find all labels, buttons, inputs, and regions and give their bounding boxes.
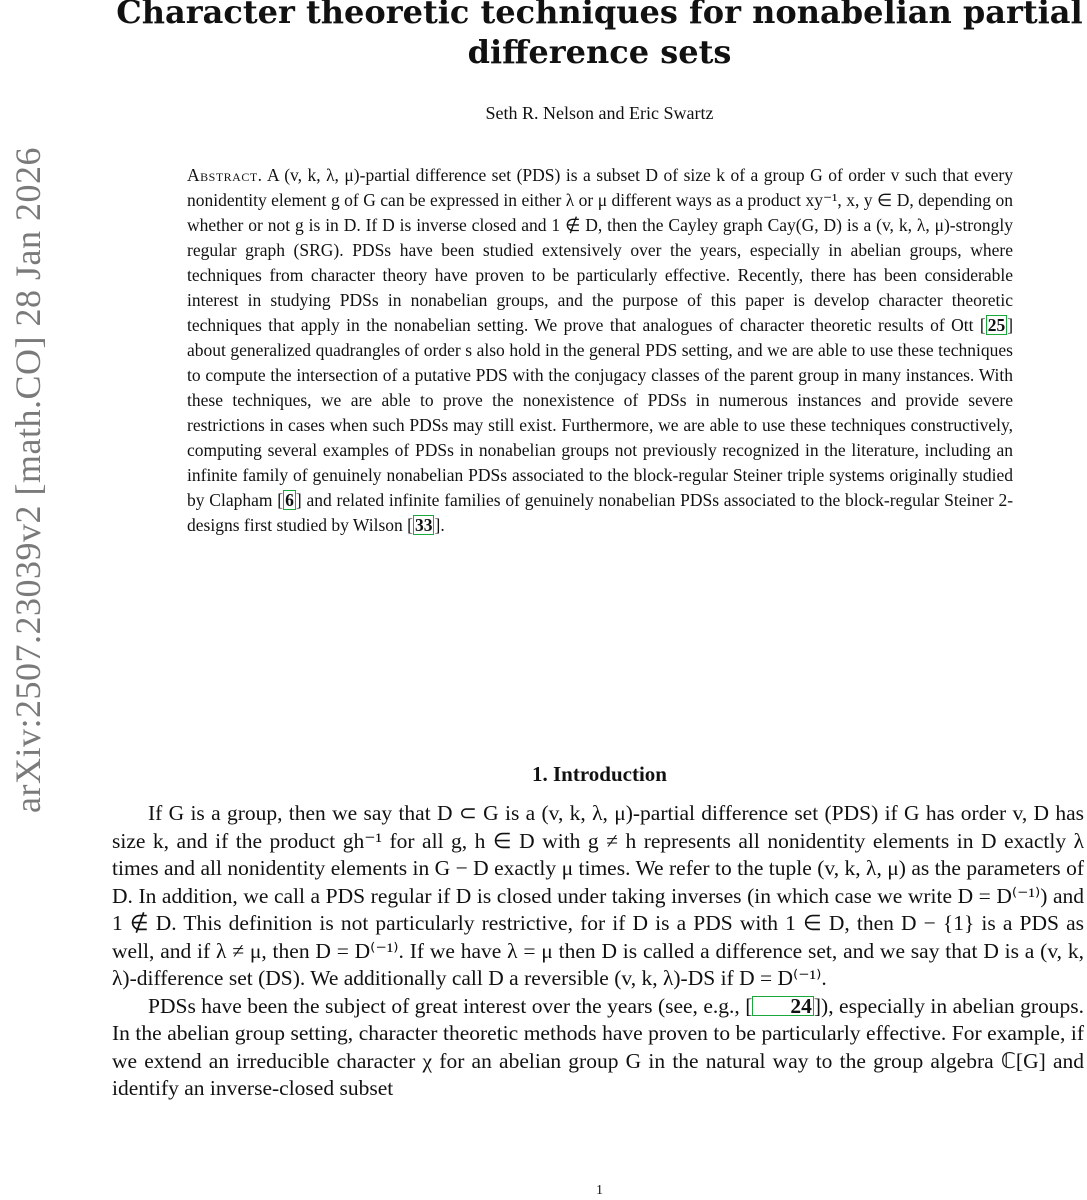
arxiv-sidebar bbox=[0, 0, 60, 1200]
abstract-text: about generalized quadrangles of order s also hold in the general PDS setting, and we are able to use these techniques to compute the intersection of a putative PDS with the conjugacy classes of the parent group in many instances. With these techniques, we are able to prove the nonexistence of PDSs in numerous instances and provide severe restrictions in cases when such PDSs may still exist. Furthermore, we are able to use these techniques constructively, computing several examples of PDSs in nonabelian groups not previously recognized in the literature, including an infinite family of genuinely nonabelian PDSs associated to the block-regular Steiner triple systems originally studied by Clapham bbox=[187, 340, 1013, 510]
citation-link[interactable]: 25 bbox=[987, 315, 1006, 335]
paragraph: If G is a group, then we say that D ⊂ G is a (v, k, λ, μ)-partial difference set (PDS) if G has order v, D has size k, and if the product gh⁻¹ for all g, h ∈ D with g ≠ h represents all nonidentity elements in D exactly λ times and all nonidentity elements in G − D exactly μ times. We refer to the tuple (v, k, λ, μ) as the parameters of D. In addition, we call a PDS regular if D is closed under taking inverses (in which case we write D = D⁽⁻¹⁾) and 1 ∉ D. This definition is not particularly restrictive, for if D is a PDS with 1 ∈ D, then D − {1} is a PDS as well, and if λ ≠ μ, then D = D⁽⁻¹⁾. If we have λ = μ then D is called a difference set, and we say that D is a (v, k, λ)-difference set (DS). We additionally call D a reversible (v, k, λ)-DS if D = D⁽⁻¹⁾. bbox=[112, 801, 1084, 990]
citation-link[interactable]: 24 bbox=[752, 996, 814, 1016]
citation-link[interactable]: 33 bbox=[414, 515, 433, 535]
abstract: Abstract. A (v, k, λ, μ)-partial difference set (PDS) is a subset D of size k of a group G of order v such that every nonidentity element g of G can be expressed in either λ or μ different ways as a product xy⁻¹, x, y ∈ D, depending on whether or not g is in D. If D is inverse closed and 1 ∉ D, then the Cayley graph Cay(G, D) is a (v, k, λ, μ)-strongly regular graph (SRG). PDSs have been studied extensively over the years, especially in abelian groups, where techniques from character theory have proven to be particularly effective. Recently, there has been considerable interest in studying PDSs in nonabelian groups, and the purpose of this paper is develop character theoretic techniques that apply in the nonabelian setting. We prove that analogues of character theoretic results of Ott [ 25 ] about generalized quadrangles of order s also hold in the general PDS setting, and we are able to use these techniques to compute the intersection of a putative PDS with the conjugacy classes of the parent group in many instances. With these techniques, we are able to prove the nonexistence of PDSs in numerous instances and provide severe restrictions in cases when such PDSs may still exist. Furthermore, we are able to use these techniques constructively, computing several examples of PDSs in nonabelian groups not previously recognized in the literature, including an infinite family of genuinely nonabelian PDSs associated to the block-regular Steiner triple systems originally studied by Clapham [ 6 ] and related infinite families of genuinely nonabelian PDSs associated to the block-regular Steiner 2-designs first studied by Wilson [ 33 ]. bbox=[187, 165, 1014, 535]
paper-authors: Seth R. Nelson and Eric Swartz bbox=[485, 103, 714, 123]
abstract-text: . bbox=[440, 515, 445, 535]
paper-title: Character theoretic techniques for nonabelian partial difference sets bbox=[116, 0, 1083, 71]
paragraph-text: ]), especially in abelian groups. In the abelian group setting, character theoretic methods have proven to be particularly effective. For example, if we extend an irreducible character χ for an abelian group G in the natural way to the group algebra ℂ[G] and identify an inverse-closed subset bbox=[112, 993, 1084, 1100]
body-text bbox=[112, 800, 1084, 1103]
arxiv-identifier[interactable]: arXiv:2507.23039v2 [math.CO] 28 Jan 2026 bbox=[8, 147, 48, 813]
page-number: 1 bbox=[596, 1183, 603, 1198]
paragraph-text: PDSs have been the subject of great interest over the years (see, e.g., [ bbox=[148, 993, 753, 1018]
abstract-text: and related infinite families of genuinely nonabelian PDSs associated to the block-regular Steiner 2-designs first studied by Wilson bbox=[187, 490, 1014, 535]
abstract-label: Abstract. bbox=[187, 165, 263, 185]
abstract-text: A (v, k, λ, μ)-partial difference set (PDS) is a subset D of size k of a group G of order v such that every nonidentity element g of G can be expressed in either λ or μ different ways as a product xy⁻¹, x, y ∈ D, depending on whether or not g is in D. If D is inverse closed and 1 ∉ D, then the Cayley graph Cay(G, D) is a (v, k, λ, μ)-strongly regular graph (SRG). PDSs have been studied extensively over the years, especially in abelian groups, where techniques from character theory have proven to be particularly effective. Recently, there has been considerable interest in studying PDSs in nonabelian groups, and the purpose of this paper is develop character theoretic techniques that apply in the nonabelian setting. We prove that analogues of character theoretic results of Ott bbox=[187, 165, 1013, 335]
citation-link[interactable]: 6 bbox=[285, 490, 294, 510]
paragraph bbox=[112, 993, 1084, 1103]
section-heading: 1. Introduction bbox=[532, 762, 667, 786]
